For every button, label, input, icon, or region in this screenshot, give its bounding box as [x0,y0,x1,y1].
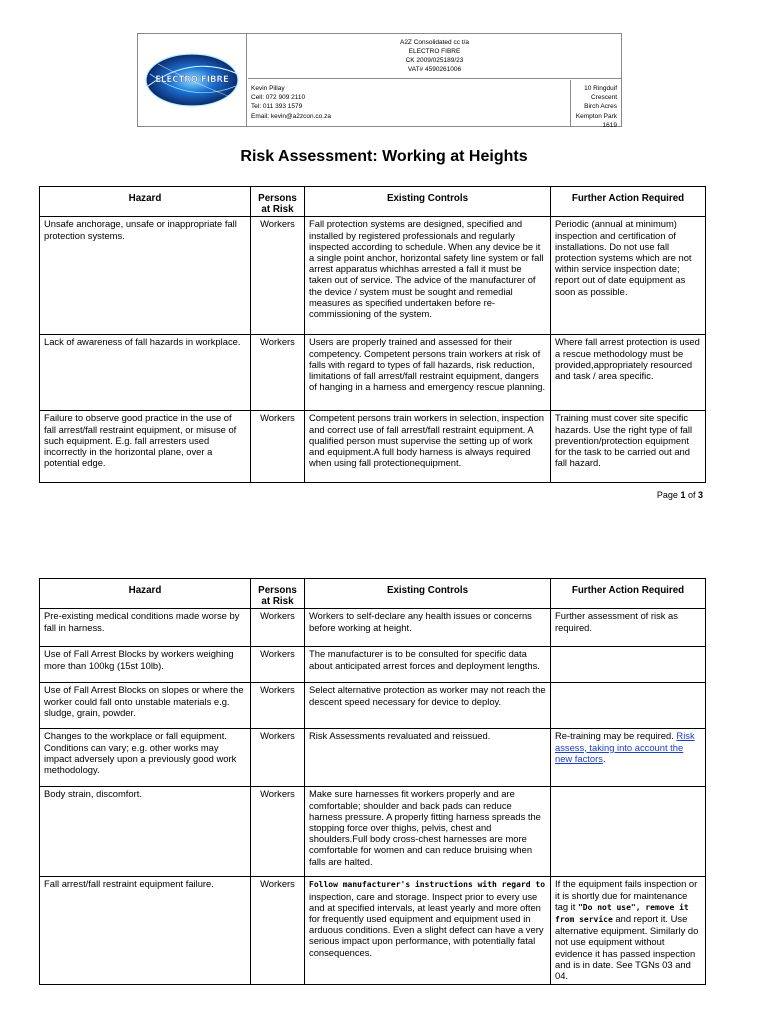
table-row [40,647,706,683]
company-details [248,34,621,79]
hazard-cell: Pre-existing medical conditions made worse by fall in harness. [40,609,251,647]
further-cell: Re-training may be required. Risk assess, taking into account the new factors. [551,729,706,787]
header-persons: Persons at Risk [251,187,305,217]
further-cell [551,787,706,877]
table-header-row [40,187,706,217]
header-persons: Persons at Risk [251,579,305,609]
persons-cell: Workers [251,609,305,647]
table-row [40,609,706,647]
hazard-cell: Unsafe anchorage, unsafe or inappropriate fall protection systems. [40,217,251,335]
header-controls: Existing Controls [305,187,551,217]
persons-cell: Workers [251,683,305,729]
contact-line: Email: kevin@a2zcon.co.za [251,112,331,120]
contact-details [248,80,571,126]
risk-table-page2 [39,578,706,985]
contact-line: Cell: 072 909 2110 [251,94,306,102]
further-cell [551,647,706,683]
hazard-cell: Body strain, discomfort. [40,787,251,877]
page-number: Page 1 of 3 [656,490,703,500]
controls-cell: Follow manufacturer's instructions with regard to inspection, care and storage. Inspect prior to every use and at specified intervals, at least yearly and more often for frequently used equipment and equipment used in arduous conditions. Even a slight defect can have a very serious impact upon performance, with potentially fatal consequences. [305,877,551,985]
persons-cell: Workers [251,729,305,787]
address-details [571,80,621,129]
letterhead [137,33,622,127]
hazard-cell: Lack of awareness of fall hazards in workplace. [40,335,251,411]
logo-text: ELECTRO FIBRE [155,75,229,85]
hazard-cell: Use of Fall Arrest Blocks on slopes or where the worker could fall onto unstable materials e.g. sludge, grain, powder. [40,683,251,729]
controls-cell: The manufacturer is to be consulted for specific data about anticipated arrest forces and deployment lengths. [305,647,551,683]
address-line: Kempton Park [575,112,617,120]
hazard-cell: Use of Fall Arrest Blocks by workers weighing more than 100kg (15st 10lb). [40,647,251,683]
controls-cell: Users are properly trained and assessed for their competency. Competent persons train workers at risk of falls with regard to types of fall hazards, risk reduction, limitations of fall arrest/fall restraint equipment, dangers of hanging in a harness and emergency rescue planning. [305,335,551,411]
further-cell: If the equipment fails inspection or it is shortly due for maintenance tag it "Do not use", remove it from service and report it. Use alternative equipment. Similarly do not use equipment without evidence it has passed inspection and is in date. See TGNs 03 and 04. [551,877,706,985]
header-further: Further Action Required [551,579,706,609]
address-line: 1619 [602,121,617,129]
table-row [40,411,706,483]
logo-cell [138,34,247,126]
controls-cell: Make sure harnesses fit workers properly and are comfortable; shoulder and back pads can reduce harness pressure. A properly fitting harness spreads the stopping force over thighs, pelvis, chest and shoulders.Full body cross-chest harnesses are more comfortable for women and can reduce bruising when falls are halted. [305,787,551,877]
header-hazard: Hazard [40,187,251,217]
company-logo [138,34,246,126]
table-row [40,683,706,729]
contact-line: Kevin Pillay [251,85,285,92]
hazard-cell: Changes to the workplace or fall equipment. Conditions can vary; e.g. other works may impact adversely upon a previously good work methodology. [40,729,251,787]
table-row [40,335,706,411]
further-cell [551,683,706,729]
controls-cell: Risk Assessments revaluated and reissued. [305,729,551,787]
table-row [40,217,706,335]
controls-cell: Competent persons train workers in selection, inspection and correct use of fall arrest/fall restraint equipment. A qualified person must supervise the setting up of work and equipment.A full body harness is always required when using fall protectionequipment. [305,411,551,483]
header-hazard: Hazard [40,579,251,609]
company-line: ELECTRO FIBRE [408,48,461,55]
contact-line: Tel: 011 393 1579 [251,103,303,111]
risk-table-page1 [39,186,706,483]
persons-cell: Workers [251,411,305,483]
address-line: 10 Ringduif Crescent [584,85,617,102]
further-cell: Periodic (annual at minimum) inspection and certification of installations. Do not use fall protection systems which are not within service inspection date; report out of date equipment as soon as possible. [551,217,706,335]
header-further: Further Action Required [551,187,706,217]
company-line: A2Z Consolidated cc t/a [399,39,469,46]
persons-cell: Workers [251,647,305,683]
risk-assess-link[interactable]: Risk assess, taking into account the new factors [555,730,695,764]
table-row [40,787,706,877]
persons-cell: Workers [251,217,305,335]
page-title: Risk Assessment: Working at Heights [240,148,528,165]
controls-cell: Fall protection systems are designed, specified and installed by registered professionals and regularly inspected according to schedule. When any device be it a single point anchor, horizontal safety line system or fall arrest apparatus whichhas arrested a fall it must be taken out of service. The advice of the manufacturer of the device / system must be sought and remedial measures as specified undertaken before re-commissioning of the system. [305,217,551,335]
further-cell: Where fall arrest protection is used a rescue methodology must be provided,appropriately resourced and task / area specific. [551,335,706,411]
controls-cell: Select alternative protection as worker may not reach the descent speed necessary for device to deploy. [305,683,551,729]
persons-cell: Workers [251,877,305,985]
company-line: VAT# 4590261006 [407,66,462,73]
hazard-cell: Failure to observe good practice in the use of fall arrest/fall restraint equipment, or misuse of such equipment. E.g. fall arresters used incorrectly in the horizontal plane, over a potential edge. [40,411,251,483]
persons-cell: Workers [251,335,305,411]
further-cell: Further assessment of risk as required. [551,609,706,647]
header-controls: Existing Controls [305,579,551,609]
persons-cell: Workers [251,787,305,877]
table-row [40,729,706,787]
address-line: Birch Acres [584,103,617,111]
table-row [40,877,706,985]
company-line: CK 2009/025189/23 [405,57,464,64]
hazard-cell: Fall arrest/fall restraint equipment failure. [40,877,251,985]
controls-cell: Workers to self-declare any health issues or concerns before working at height. [305,609,551,647]
further-cell: Training must cover site specific hazards. Use the right type of fall prevention/protection equipment for the task to be carried out and fall hazard. [551,411,706,483]
table-header-row [40,579,706,609]
